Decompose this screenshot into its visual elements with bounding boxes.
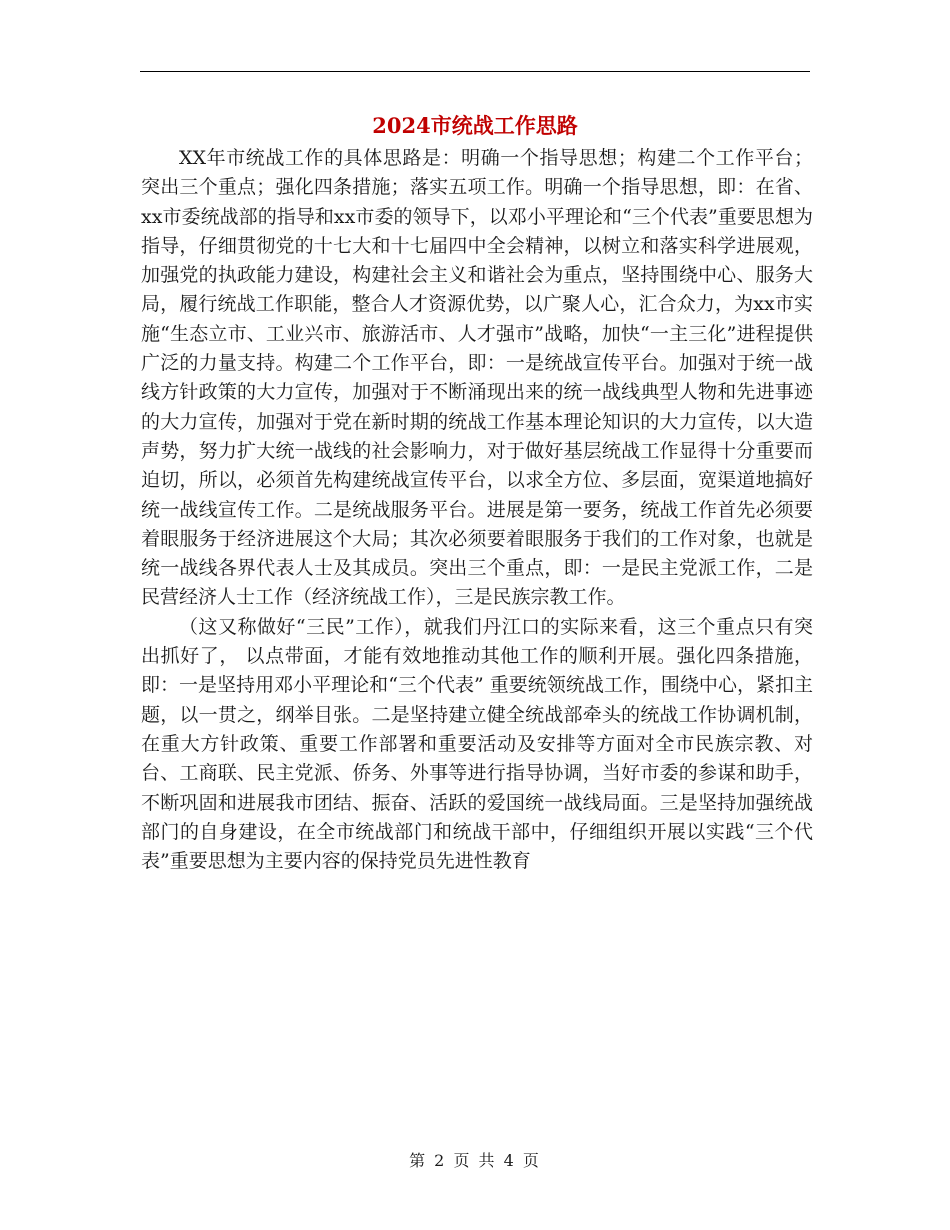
paragraph-1: XX年市统战工作的具体思路是：明确一个指导思想；构建二个工作平台；突出三个重点；强化四条措施；落实五项工作。明确一个指导思想，即：在省、xx市委统战部的指导和xx市委的领导下，以邓小平理论和“三个代表”重要思想为指导，仔细贯彻党的十七大和十七届四中全会精神，以树立和落实科学进展观，加强党的执政能力建设，构建社会主义和谐社会为重点，坚持围绕中心、服务大局，履行统战工作职能，整合人才资源优势，以广聚人心，汇合众力，为xx市实施“生态立市、工业兴市、旅游活市、人才强市”战略，加快“一主三化”进程提供广泛的力量支持。构建二个工作平台，即：一是统战宣传平台。加强对于统一战线方针政策的大力宣传，加强对于不断涌现出来的统一战线典型人物和先进事迹的大力宣传，加强对于党在新时期的统战工作基本理论知识的大力宣传，以大造声势，努力扩大统一战线的社会影响力，对于做好基层统战工作显得十分重要而迫切，所以，必须首先构建统战宣传平台，以求全方位、多层面，宽渠道地搞好统一战线宣传工作。二是统战服务平台。进展是第一要务，统战工作首先必须要着眼服务于经济进展这个大局；其次必须要着眼服务于我们的工作对象，也就是统一战线各界代表人士及其成员。突出三个重点，即：一是民主党派工作，二是民营经济人士工作（经济统战工作），三是民族宗教工作。	[141, 147, 813, 609]
document-title: 2024市统战工作思路	[372, 113, 578, 138]
paragraph-2: （这又称做好“三民”工作），就我们丹江口的实际来看，这三个重点只有突出抓好了， 以点带面，才能有效地推动其他工作的顺利开展。强化四条措施，即：一是坚持用邓小平理论和“三个代表” 重要统领统战工作，围绕中心，紧扣主题，以一贯之，纲举目张。二是坚持建立健全统战部牵头的统战工作协调机制，在重大方针政策、重要工作部署和重要活动及安排等方面对全市民族宗教、对台、工商联、民主党派、侨务、外事等进行指导协调，当好市委的参谋和助手，不断巩固和进展我市团结、振奋、活跃的爱国统一战线局面。三是坚持加强统战部门的自身建设，在全市统战部门和统战干部中，仔细组织开展以实践“三个代表”重要思想为主要内容的保持党员先进性教育	[141, 615, 813, 873]
document-body	[141, 144, 813, 876]
page-footer: 第 2 页 共 4 页	[409, 1151, 541, 1170]
header-rule	[140, 71, 810, 72]
